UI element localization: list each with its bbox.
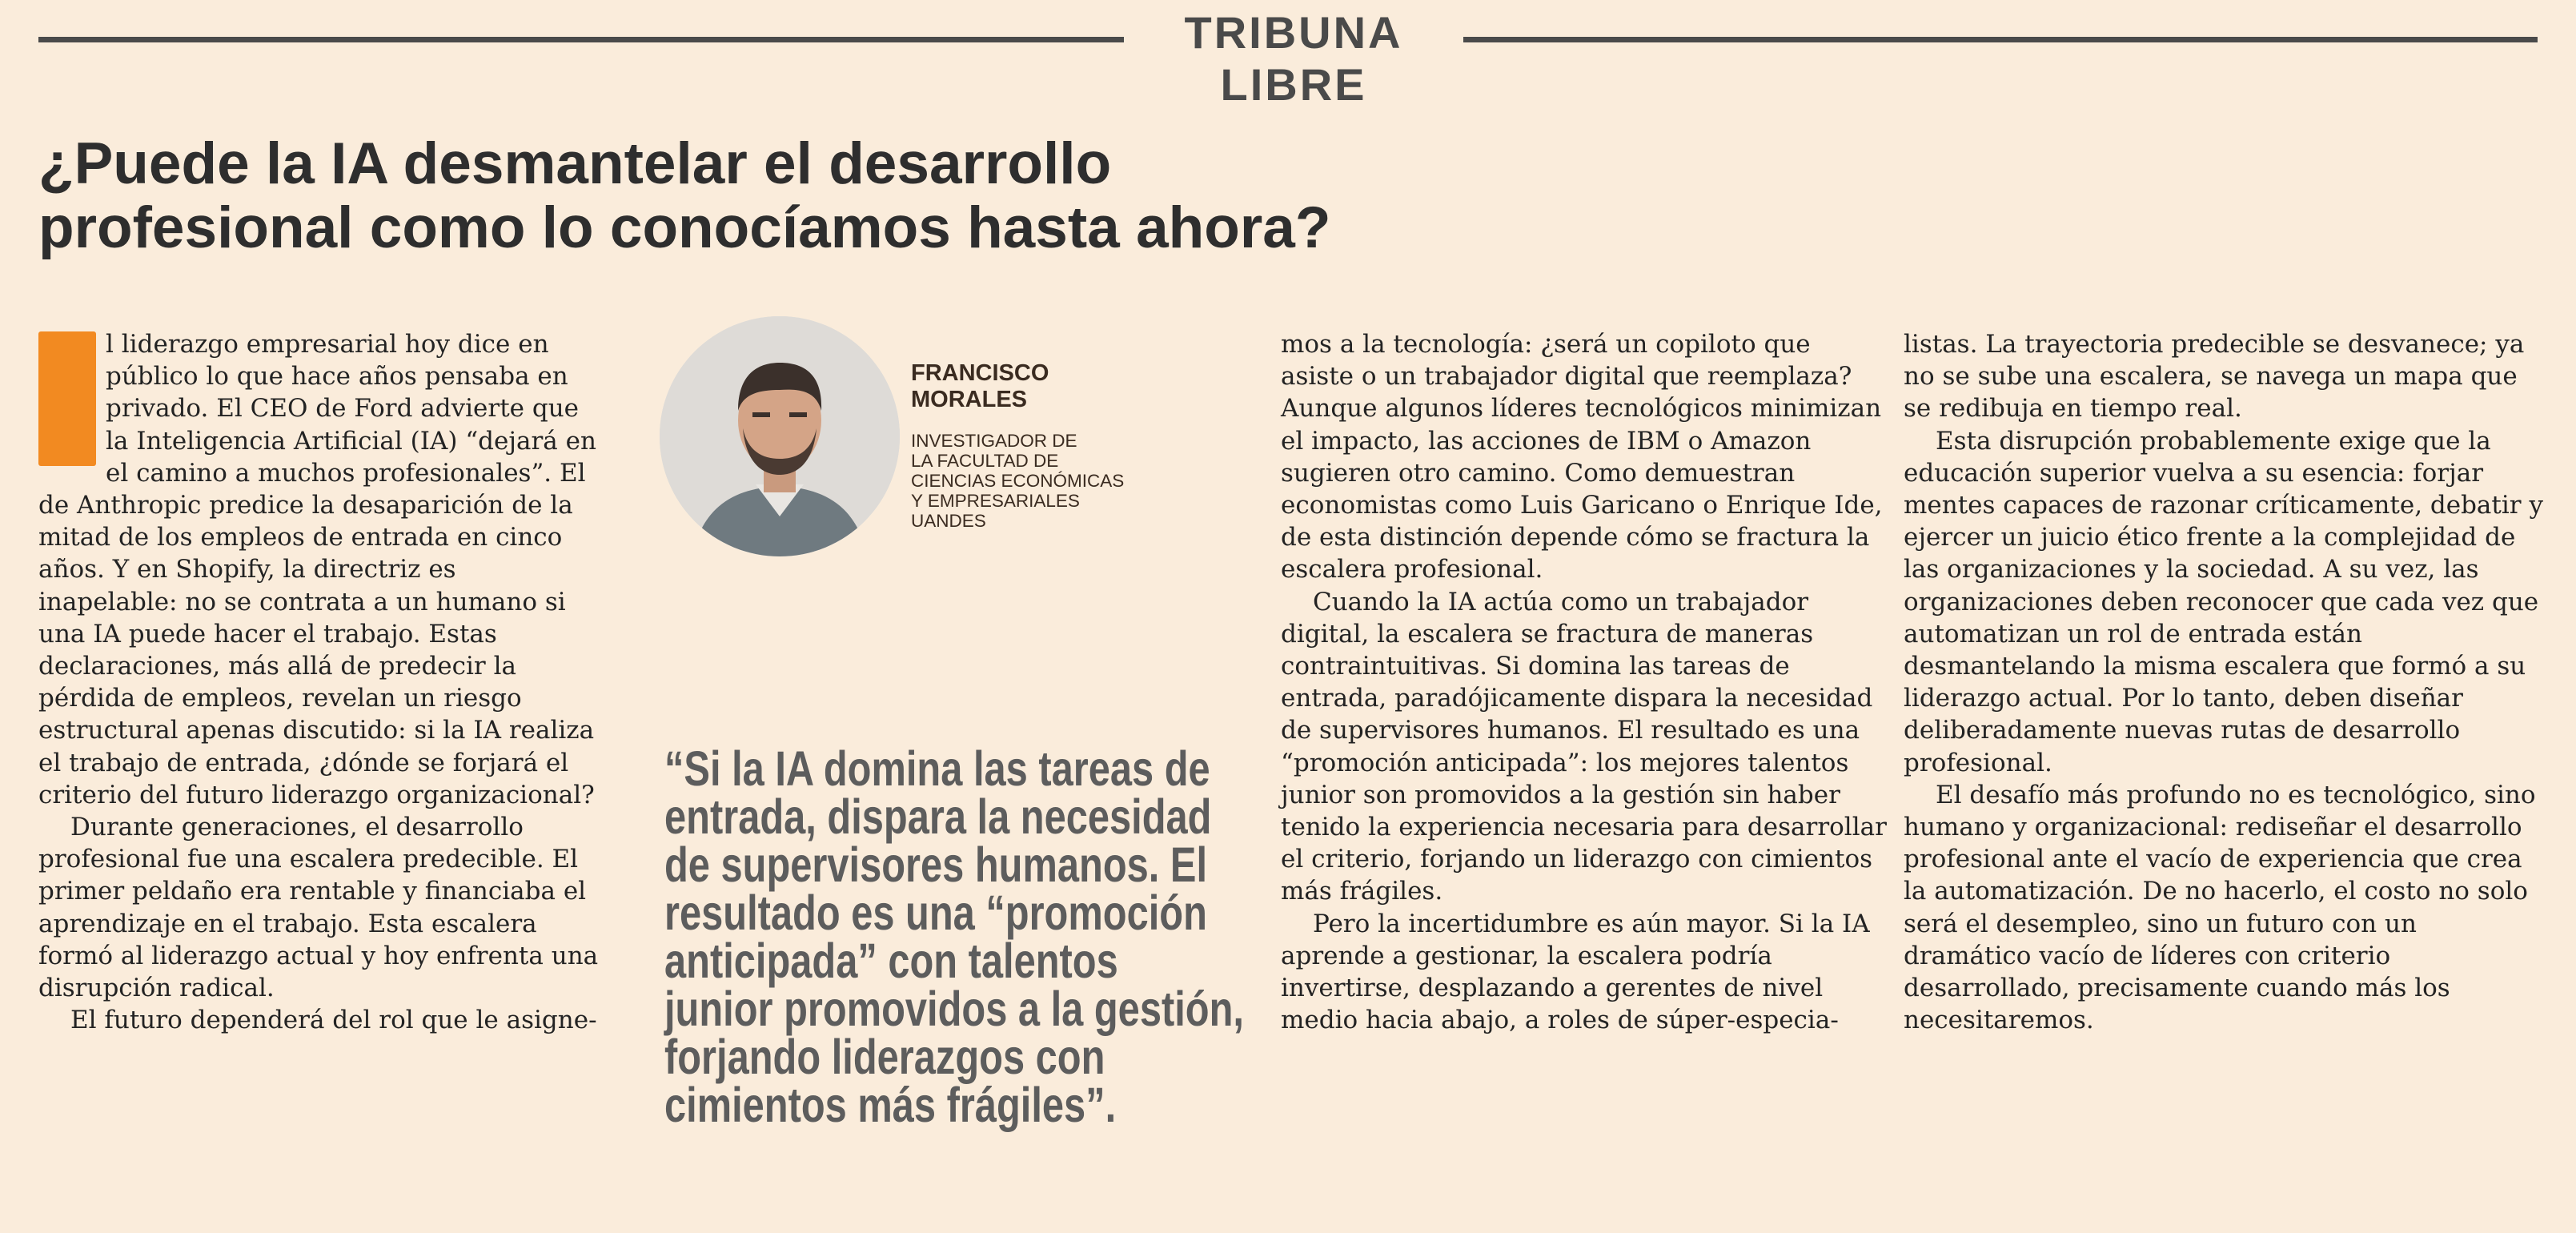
- pull-quote-line: de supervisores humanos. El: [664, 837, 1208, 892]
- author-portrait-illustration: [660, 316, 900, 556]
- article-column-1: [38, 328, 599, 1036]
- author-role: [911, 431, 1215, 531]
- article-column-4: [1904, 328, 2544, 1036]
- pull-quote-line: resultado es una “promoción: [664, 886, 1207, 940]
- section-rule-right: [1463, 37, 2538, 42]
- headline-line-2: profesional como lo conocíamos hasta ahora?: [38, 195, 1331, 260]
- article-paragraph: El futuro dependerá del rol que le asigne-: [70, 1006, 597, 1035]
- pull-quote-line: anticipada” con talentos: [664, 934, 1118, 988]
- article-paragraph: Cuando la IA actúa como un trabajador digital, la escalera se fractura de maneras contraintuitivas. Si domina las tareas de entrada, paradójicamente dispara la necesidad de supervisores humanos. El resultado es una “promoción anticipada”: los mejores talentos junior son promovidos a la gestión sin haber tenido la experiencia necesaria para desarrollar el criterio, forjando un liderazgo con cimientos más frágiles.: [1281, 587, 1887, 906]
- pull-quote-line: cimientos más frágiles”.: [664, 1078, 1117, 1132]
- pull-quote-line: forjando liderazgos con: [664, 1030, 1105, 1084]
- article-paragraph: mos a la tecnología: ¿será un copiloto que asiste o un trabajador digital que reemplaza? Aunque algunos líderes tecnológicos minimizan el impacto, las acciones de IBM o Amazon sugieren otro camino. Como demuestran economistas como Luis Garicano o Enrique Ide, de esta distinción depende cómo se fractura la escalera profesional.: [1281, 330, 1883, 584]
- article-paragraph: listas. La trayectoria predecible se desvanece; ya no se sube una escalera, se navega un mapa que se redibuja en tiempo real.: [1904, 330, 2525, 424]
- pull-quote-line: entrada, dispara la necesidad: [664, 789, 1212, 844]
- author-role-line: INVESTIGADOR DE: [911, 431, 1077, 451]
- author-name-line: FRANCISCO: [911, 360, 1049, 386]
- headline: [38, 132, 1399, 260]
- author-role-line: CIENCIAS ECONÓMICAS: [911, 471, 1125, 491]
- article-paragraph: Esta disrupción probablemente exige que la educación superior vuelva a su esencia: forjar mentes capaces de razonar críticamente, debatir y ejercer un juicio ético frente a la complejidad de las organizaciones y la sociedad. A su vez, las organizaciones deben reconocer que cada vez que automatizan un rol de entrada están desmantelando la misma escalera que formó a su liderazgo actual. Por lo tanto, deben diseñar deliberadamente nuevas rutas de desarrollo profesional.: [1904, 426, 2543, 777]
- pull-quote-line: “Si la IA domina las tareas de: [664, 741, 1210, 796]
- author-role-line: UANDES: [911, 511, 986, 531]
- author-role-line: LA FACULTAD DE: [911, 451, 1059, 471]
- article-text: l liderazgo empresarial hoy dice en público lo que hace años pensaba en privado. El CEO de Ford advierte que la Inteligencia Artificial (IA) “dejará en el camino a muchos profesionales”. El de Anthropic predice la desaparición de la mitad de los empleos de entrada en cinco años. Y en Shopify, la directriz es inapelable: no se contrata a un humano si una IA puede hacer el trabajo. Estas declaraciones, más allá de predecir la pérdida de empleos, revelan un riesgo estructural apenas discutido: si la IA realiza el trabajo de entrada, ¿dónde se forjará el criterio del futuro liderazgo organizacional?: [38, 330, 596, 809]
- drop-cap-e-graphic: [38, 331, 96, 466]
- pull-quote-line: junior promovidos a la gestión,: [664, 982, 1244, 1036]
- article-paragraph: Pero la incertidumbre es aún mayor. Si la IA aprende a gestionar, la escalera podría invertirse, desplazando a gerentes de nivel medio hacia abajo, a roles de súper-especia-: [1281, 909, 1870, 1035]
- author-role-line: Y EMPRESARIALES: [911, 491, 1080, 511]
- article-paragraph: Durante generaciones, el desarrollo profesional fue una escalera predecible. El primer peldaño era rentable y financiaba el aprendizaje en el trabajo. Esta escalera formó al liderazgo actual y hoy enfrenta una disrupción radical.: [38, 813, 599, 1003]
- article-column-3: [1281, 328, 1889, 1036]
- headline-line-1: ¿Puede la IA desmantelar el desarrollo: [38, 131, 1112, 196]
- article-paragraph: El desafío más profundo no es tecnológico, sino humano y organizacional: rediseñar el desarrollo profesional ante el vacío de experiencia que crea la automatización. De no hacerlo, el costo no solo será el desempleo, sino un futuro con un dramático vacío de líderes con criterio desarrollado, precisamente cuando más los necesitaremos.: [1904, 780, 2536, 1035]
- author-name: [911, 360, 1199, 413]
- article-paragraph: [38, 328, 599, 811]
- author-photo: [660, 316, 900, 556]
- section-label: TRIBUNA LIBRE: [1184, 7, 1403, 110]
- author-name-line: MORALES: [911, 387, 1027, 412]
- section-rule-left: [38, 37, 1124, 42]
- pull-quote: [664, 741, 1244, 1132]
